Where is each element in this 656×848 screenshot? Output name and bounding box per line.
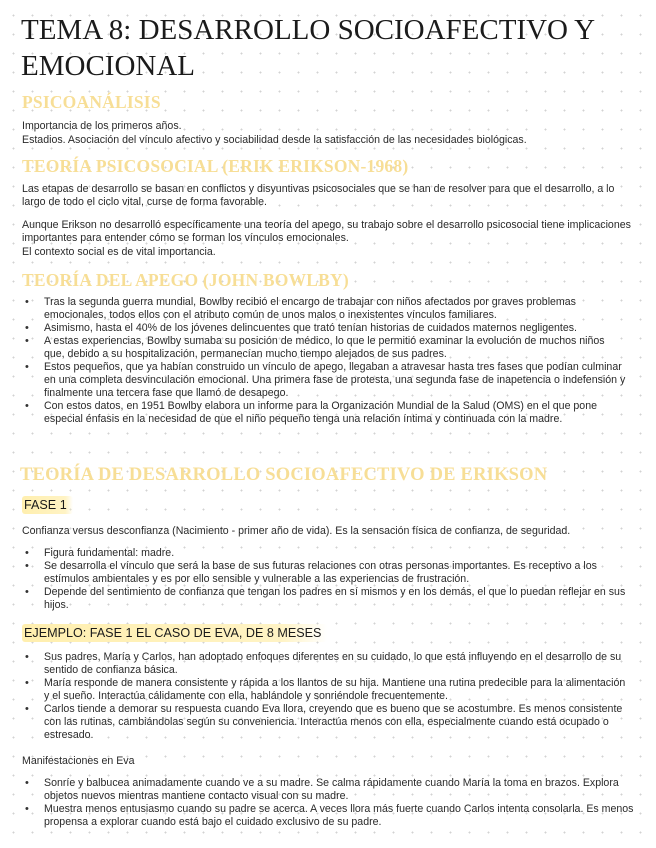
- fase-1-label: FASE 1: [22, 496, 73, 514]
- section-heading-erikson: TEORÍA DE DESARROLLO SOCIOAFECTIVO DE ERIKSON: [20, 465, 548, 485]
- list-item: • Se desarrolla el vínculo que será la base de sus futuras relaciones con otras personas importantes. Es receptivo a los estímulos ambientales y es por ello sensible y vulnerable a las experiencias de frustración.: [22, 560, 634, 586]
- list-item: • A estas experiencias, Bowlby sumaba su posición de médico, lo que le permitió examinar la evolución de muchos niños que, debido a su hospitalización, permanecían mucho tiempo alejados de sus padres.: [22, 335, 627, 361]
- psicosocial-paragraph-3: El contexto social es de vital importancia.: [22, 246, 216, 258]
- list-item: • Estos pequeños, que ya habían construido un vínculo de apego, llegaban a atravesar hasta tres fases que podían culminar en una completa desvinculación emocional. Una primera fase de protesta, una segunda fase de inapetencia o indefensión y finalmente una tercera fase que llamó de desapego.: [22, 361, 627, 400]
- list-item: • Sus padres, María y Carlos, han adoptado enfoques diferentes en su cuidado, lo que está influyendo en el desarrollo de su sentido de confianza básica.: [22, 651, 629, 677]
- list-item: • Carlos tiende a demorar su respuesta cuando Eva llora, creyendo que es bueno que se acostumbre. Es menos consistente con las rutinas, cambiándolas según su conveniencia. Interactúa menos con ella, especialmente cuando está ocupado o estresado.: [22, 703, 629, 742]
- apego-list: [22, 296, 627, 426]
- list-item: • Asimismo, hasta el 40% de los jóvenes delincuentes que trató tenían historias de cuidados maternos negligentes.: [22, 322, 627, 335]
- list-item: • María responde de manera consistente y rápida a los llantos de su hija. Mantiene una rutina predecible para la alimentación y el sueño. Interactúa cálidamente con ella, hablándole y sonriéndole frecuentemente.: [22, 677, 629, 703]
- manifestations-label: Manifestaciones en Eva: [22, 755, 135, 767]
- section-heading-psicosocial: TEORÍA PSICOSOCIAL (ERIK ERIKSON-1968): [22, 156, 409, 176]
- section-heading-apego: TEORÍA DEL APEGO (JOHN BOWLBY): [22, 270, 349, 290]
- list-item: • Con estos datos, en 1951 Bowlby elabora un informe para la Organización Mundial de la Salud (OMS) en el que pone especial énfasis en la necesidad de que el niño pequeño tenga una relación íntima y continuada con la madre.: [22, 400, 627, 426]
- example-label: EJEMPLO: FASE 1 EL CASO DE EVA, DE 8 MESES: [22, 624, 327, 642]
- list-item: • Muestra menos entusiasmo cuando su padre se acerca. A veces llora más fuerte cuando Carlos intenta consolarla. Es menos propensa a explorar cuando está bajo el cuidado exclusivo de su padre.: [22, 803, 648, 829]
- psicoanalisis-line-1: Importancia de los primeros años.: [22, 120, 182, 132]
- psicoanalisis-line-2: Estadios. Asociación del vínculo afectivo y sociabilidad desde la satisfacción de las necesidades biológicas.: [22, 134, 527, 146]
- list-item: • Depende del sentimiento de confianza que tengan los padres en sí mismos y en los demás, el que lo puedan reflejar en sus hijos.: [22, 586, 634, 612]
- section-heading-psicoanalisis: PSICOANÁLISIS: [22, 92, 161, 112]
- example-list: [22, 651, 629, 742]
- psicosocial-paragraph-1: Las etapas de desarrollo se basan en conflictos y disyuntivas psicosociales que se han de resolver para que el desarrollo, a lo largo de todo el ciclo vital, curse de forma favorable.: [22, 183, 615, 208]
- list-item: • Sonríe y balbucea animadamente cuando ve a su madre. Se calma rápidamente cuando María la toma en brazos. Explora objetos nuevos mientras mantiene contacto visual con su madre.: [22, 777, 648, 803]
- list-item: • Tras la segunda guerra mundial, Bowlby recibió el encargo de trabajar con niños afectados por graves problemas emocionales, todos ellos con el atributo común de unos malos o inexistentes vínculos familiares.: [22, 296, 627, 322]
- manifestations-list: [22, 777, 648, 829]
- psicosocial-paragraph-2: Aunque Erikson no desarrolló específicamente una teoría del apego, su trabajo sobre el desarrollo psicosocial tiene implicaciones importantes para entender cómo se forman los vínculos emocionales.: [22, 219, 631, 244]
- fase-1-list: [22, 547, 634, 612]
- page-title: TEMA 8: DESARROLLO SOCIOAFECTIVO Y EMOCIONAL: [21, 14, 595, 82]
- list-item: • Figura fundamental: madre.: [22, 547, 634, 560]
- fase-1-description: Confianza versus desconfianza (Nacimiento - primer año de vida). Es la sensación física de confianza, de seguridad.: [22, 525, 571, 537]
